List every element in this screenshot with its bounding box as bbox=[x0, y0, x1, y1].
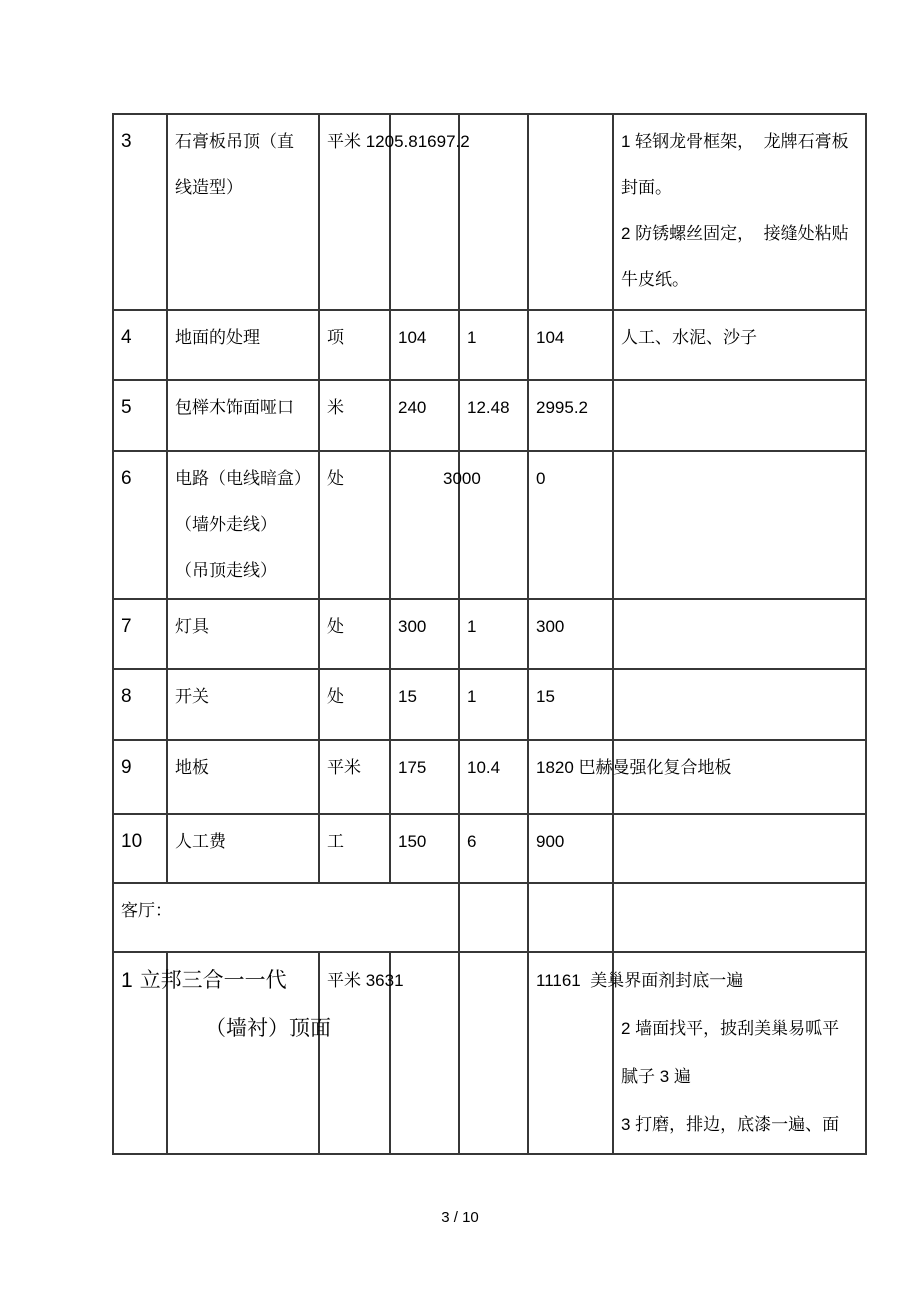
section-row bbox=[113, 883, 866, 952]
cell-notes bbox=[613, 451, 866, 599]
item-line: 包榉木饰面哑口 bbox=[175, 398, 294, 417]
item-line: （墙外走线） bbox=[175, 515, 277, 534]
section-label-cell: 客厅： bbox=[113, 883, 459, 952]
item-line: 地面的处理 bbox=[175, 328, 260, 347]
quotation-table bbox=[112, 113, 867, 1155]
note-line: 3 打磨，排边，底漆一遍、面 bbox=[621, 1115, 840, 1134]
item-line: （墙衬）顶面 bbox=[205, 1017, 331, 1040]
cell-unit: 处 bbox=[319, 669, 390, 740]
cell-total bbox=[528, 883, 613, 952]
item-line: 地板 bbox=[175, 758, 209, 777]
cell-total: 0 bbox=[528, 451, 613, 599]
cell-row-number: 6 bbox=[113, 451, 167, 599]
cell-row-number: 7 bbox=[113, 599, 167, 669]
cell-row-number: 9 bbox=[113, 740, 167, 814]
cell-unit-price: 150 bbox=[390, 814, 459, 883]
cell-total: 2995.2 bbox=[528, 380, 613, 451]
table-row bbox=[113, 952, 866, 1154]
cell-notes bbox=[613, 814, 866, 883]
cell-unit: 平米 bbox=[319, 740, 390, 814]
cell-item bbox=[167, 380, 319, 451]
item-line: （吊顶走线） bbox=[175, 561, 277, 580]
cell-item bbox=[167, 451, 319, 599]
cell-unit: 项 bbox=[319, 310, 390, 380]
cell-quantity: 1 bbox=[459, 669, 528, 740]
note-line: 1 轻钢龙骨框架， 龙牌石膏板 bbox=[621, 132, 849, 151]
cell-notes bbox=[613, 599, 866, 669]
item-title-overflow: 立邦三合一一代 bbox=[139, 969, 287, 992]
cell-notes bbox=[613, 883, 866, 952]
cell-unit: 平米 1205.81697.2 bbox=[319, 114, 390, 310]
cell-quantity bbox=[459, 883, 528, 952]
page-number: 3 / 10 bbox=[441, 1209, 479, 1226]
cell-notes bbox=[613, 310, 866, 380]
cell-unit: 处 bbox=[319, 599, 390, 669]
cell-item bbox=[167, 814, 319, 883]
cell-notes bbox=[613, 669, 866, 740]
item-line: 人工费 bbox=[175, 832, 226, 851]
cell-quantity: 12.48 bbox=[459, 380, 528, 451]
cell-total: 104 bbox=[528, 310, 613, 380]
cell-total: 900 bbox=[528, 814, 613, 883]
cell-quantity: 10.4 bbox=[459, 740, 528, 814]
cell-row-number: 8 bbox=[113, 669, 167, 740]
note-line: 2 墙面找平，披刮美巢易呱平 bbox=[621, 1019, 840, 1038]
table-row bbox=[113, 599, 866, 669]
cell-unit: 平米 3631 bbox=[319, 952, 390, 1154]
cell-row-number: 4 bbox=[113, 310, 167, 380]
table-row bbox=[113, 451, 866, 599]
table-row bbox=[113, 669, 866, 740]
cell-unit-price: 175 bbox=[390, 740, 459, 814]
cell-unit-price: 240 bbox=[390, 380, 459, 451]
cell-total: 11161 美巢界面剂封底一遍 bbox=[528, 952, 613, 1154]
cell-quantity: 6 bbox=[459, 814, 528, 883]
cell-unit-price: 3000 bbox=[390, 451, 459, 599]
cell-item bbox=[167, 669, 319, 740]
note-line: 牛皮纸。 bbox=[621, 270, 689, 289]
item-line: 开关 bbox=[175, 687, 209, 706]
row-number: 1 bbox=[121, 969, 133, 992]
cell-notes bbox=[613, 380, 866, 451]
cell-total: 15 bbox=[528, 669, 613, 740]
cell-row-number: 5 bbox=[113, 380, 167, 451]
note-line: 人工、水泥、沙子 bbox=[621, 328, 757, 347]
cell-quantity bbox=[459, 952, 528, 1154]
table-row bbox=[113, 310, 866, 380]
item-line: 线造型） bbox=[175, 178, 243, 197]
cell-total: 1820 巴赫曼强化复合地板 bbox=[528, 740, 613, 814]
cell-row-number: 10 bbox=[113, 814, 167, 883]
cell-unit: 米 bbox=[319, 380, 390, 451]
table-row bbox=[113, 380, 866, 451]
cell-unit: 工 bbox=[319, 814, 390, 883]
cell-row-number: 3 bbox=[113, 114, 167, 310]
cell-unit: 处 bbox=[319, 451, 390, 599]
table-row bbox=[113, 740, 866, 814]
cell-unit-price: 15 bbox=[390, 669, 459, 740]
cell-unit-price: 300 bbox=[390, 599, 459, 669]
note-line: 封面。 bbox=[621, 178, 672, 197]
cell-quantity: 1 bbox=[459, 599, 528, 669]
cell-item bbox=[167, 114, 319, 310]
note-line: 腻子 3 遍 bbox=[621, 1067, 691, 1086]
cell-quantity: 1 bbox=[459, 310, 528, 380]
table-row bbox=[113, 114, 866, 310]
cell-notes bbox=[613, 114, 866, 310]
cell-notes bbox=[613, 740, 866, 814]
cell-total: 300 bbox=[528, 599, 613, 669]
cell-unit-price: 104 bbox=[390, 310, 459, 380]
item-line: 灯具 bbox=[175, 617, 209, 636]
note-line: 2 防锈螺丝固定， 接缝处粘贴 bbox=[621, 224, 849, 243]
item-line: 电路（电线暗盒） bbox=[175, 469, 311, 488]
cell-item bbox=[167, 740, 319, 814]
cell-total bbox=[528, 114, 613, 310]
table-row bbox=[113, 814, 866, 883]
item-line: 石膏板吊顶（直 bbox=[175, 132, 294, 151]
cell-item bbox=[167, 310, 319, 380]
cell-item bbox=[167, 599, 319, 669]
